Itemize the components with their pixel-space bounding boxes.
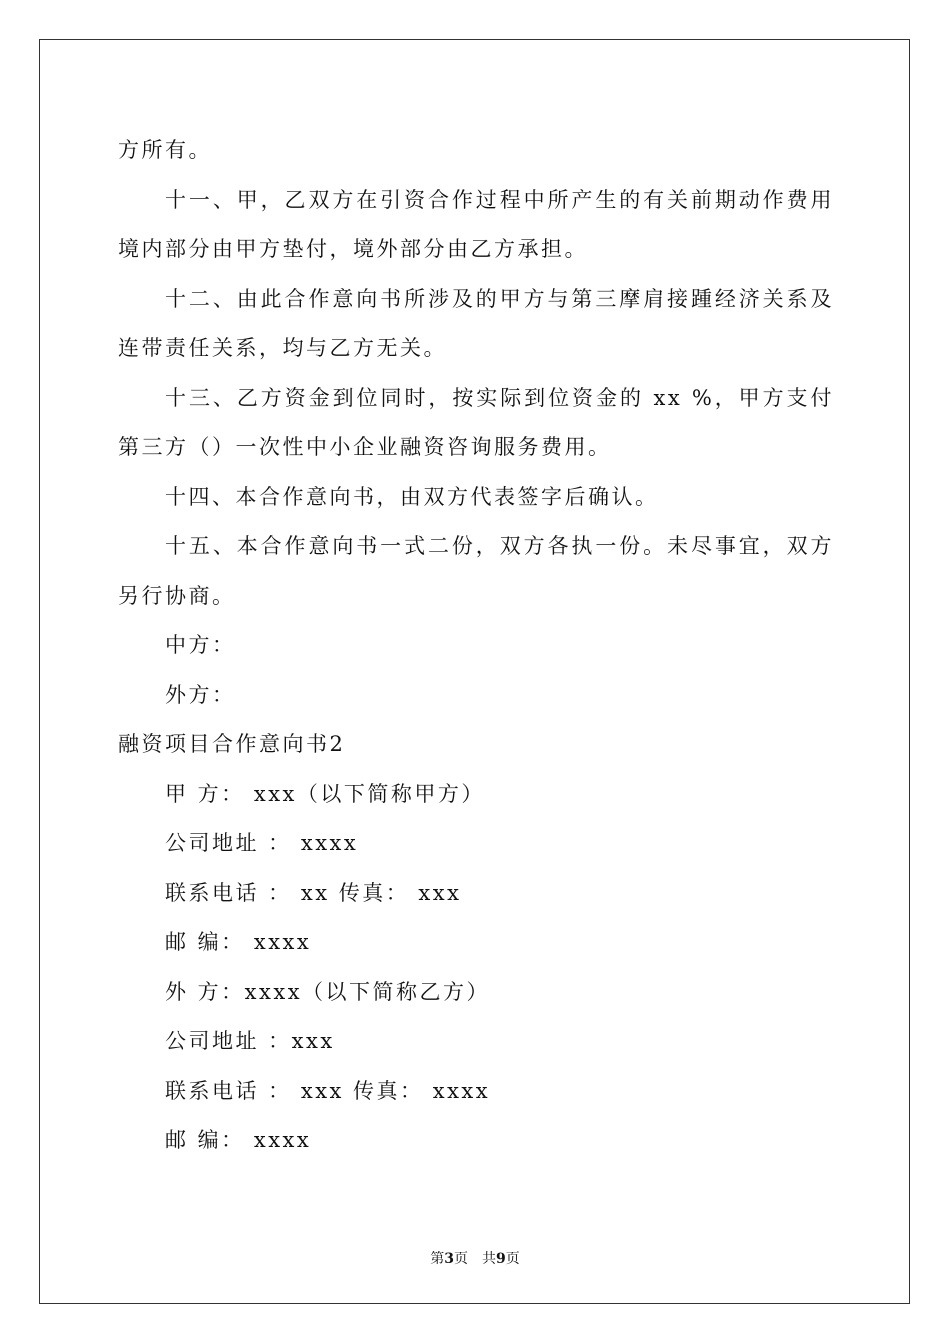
party-b-postcode: 邮 编： xxxx <box>165 1128 312 1152</box>
page-footer <box>0 1248 950 1268</box>
party-foreign-signature: 外方： <box>165 682 236 707</box>
page-prefix: 第 <box>430 1251 445 1267</box>
party-a-name: 甲 方： xxx（以下简称甲方） <box>165 781 485 806</box>
clause-15-line-1: 十五、本合作意向书一式二份，双方各执一份。未尽事宜，双方 <box>165 534 834 558</box>
page-current: 3 <box>444 1251 454 1267</box>
total-suffix: 页 <box>505 1251 520 1267</box>
page-suffix: 页 <box>454 1251 468 1267</box>
party-b-phone-fax: 联系电话 ： xxx 传真： xxxx <box>165 1078 491 1103</box>
clause-15-line-2: 另行协商。 <box>118 583 236 608</box>
party-china-signature: 中方： <box>165 633 236 657</box>
page-total: 9 <box>496 1251 506 1267</box>
total-prefix: 共 <box>482 1251 496 1267</box>
clause-14: 十四、本合作意向书，由双方代表签字后确认。 <box>165 484 659 509</box>
document-body <box>118 126 834 1166</box>
section-title: 融资项目合作意向书2 <box>118 732 346 756</box>
clause-12-line-2: 连带责任关系，均与乙方无关。 <box>118 336 447 360</box>
party-b-address: 公司地址 ：xxx <box>165 1029 335 1053</box>
clause-11-line-2: 境内部分由甲方垫付，境外部分由乙方承担。 <box>118 237 588 261</box>
party-a-phone-fax: 联系电话 ： xx 传真： xxx <box>165 880 462 905</box>
party-a-address: 公司地址 ： xxxx <box>165 831 359 855</box>
clause-12-line-1: 十二、由此合作意向书所涉及的甲方与第三摩肩接踵经济关系及 <box>165 286 834 311</box>
clause-13-line-2: 第三方（）一次性中小企业融资咨询服务费用。 <box>118 435 612 459</box>
paragraph-line: 方所有。 <box>118 138 212 162</box>
clause-11-line-1: 十一、甲，乙双方在引资合作过程中所产生的有关前期动作费用 <box>165 187 834 212</box>
party-a-postcode: 邮 编： xxxx <box>165 930 312 954</box>
party-b-name: 外 方：xxxx（以下简称乙方） <box>165 979 491 1004</box>
clause-13-line-1: 十三、乙方资金到位同时，按实际到位资金的 xx %，甲方支付 <box>165 385 834 410</box>
